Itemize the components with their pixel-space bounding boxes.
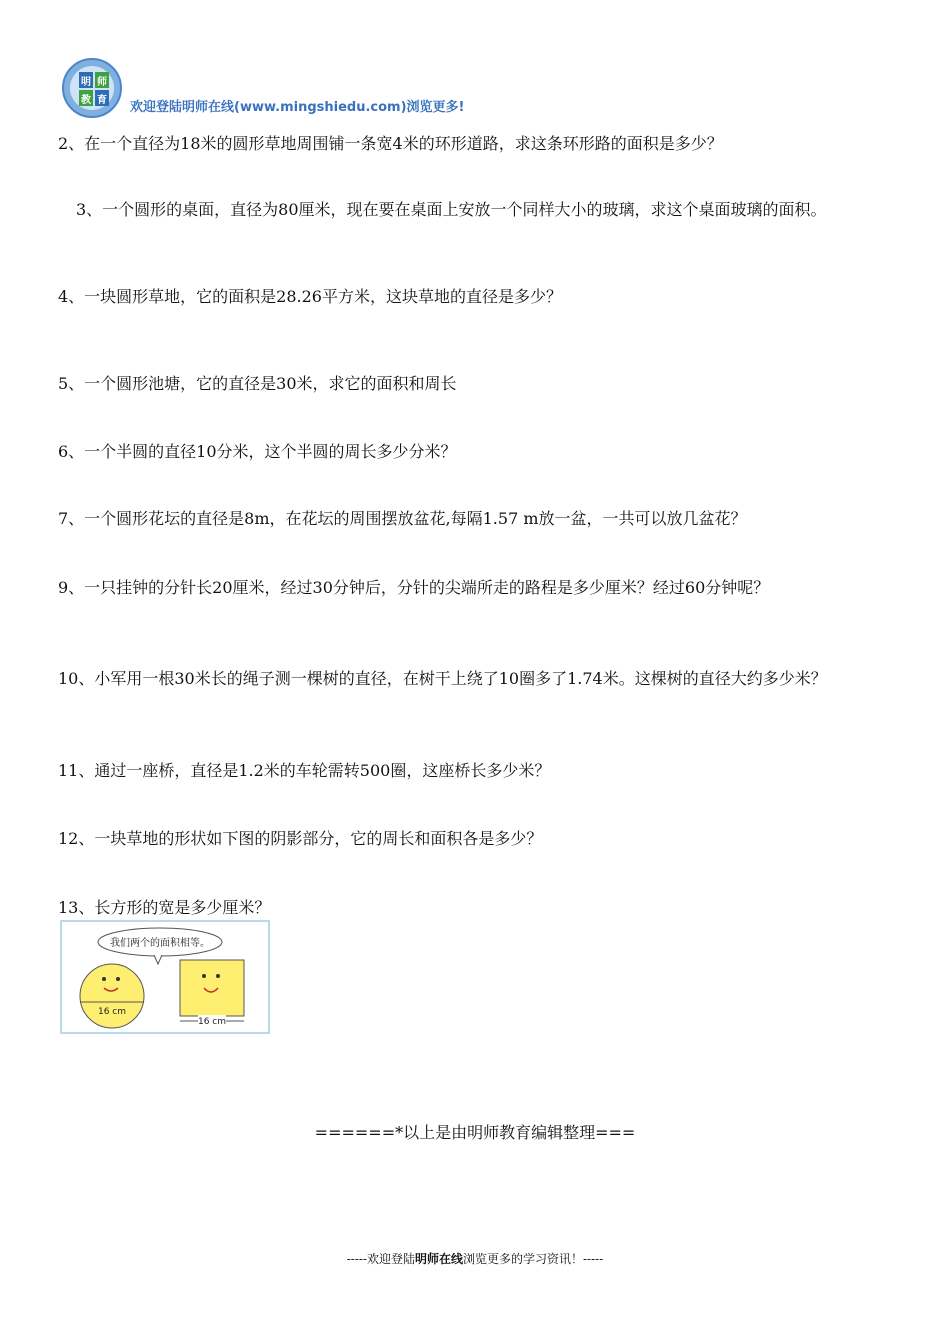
- speech-text: 我们两个的面积相等。: [110, 938, 210, 949]
- logo-char: 明: [79, 72, 93, 88]
- footer-suffix: 浏览更多的学习资讯！-----: [463, 1252, 604, 1266]
- square-eye-left: [202, 974, 206, 978]
- circle-diameter-label: 16 cm: [97, 1007, 127, 1017]
- question-6: 6、一个半圆的直径10分米，这个半圆的周长多少分米？: [58, 442, 457, 461]
- header-banner-text: 欢迎登陆明师在线(www.mingshiedu.com)浏览更多!: [130, 100, 465, 115]
- speech-bubble-tail: [154, 955, 162, 964]
- question-9: 9、一只挂钟的分针长20厘米，经过30分钟后，分针的尖端所走的路程是多少厘米？经过60分钟呢？: [58, 578, 770, 597]
- page-footer: [0, 1250, 950, 1267]
- square-eye-right: [216, 974, 220, 978]
- circle-eye-left: [102, 977, 106, 981]
- question-5: 5、一个圆形池塘，它的直径是30米，求它的面积和周长: [58, 374, 457, 393]
- question-12: 12、一块草地的形状如下图的阴影部分，它的周长和面积各是多少？: [58, 829, 543, 848]
- circle-shape: [80, 964, 144, 1028]
- circle-square-figure: [60, 920, 270, 1034]
- square-width-label: 16 cm: [197, 1017, 227, 1027]
- question-7: 7、一个圆形花坛的直径是8m，在花坛的周围摆放盆花,每隔1.57 m放一盆，一共可以放几盆花？: [58, 509, 747, 528]
- circle-eye-right: [116, 977, 120, 981]
- footer-brand: 明师在线: [414, 1252, 463, 1266]
- logo-grid: [79, 72, 109, 106]
- logo-char: 教: [79, 90, 93, 106]
- question-2: 2、在一个直径为18米的圆形草地周围铺一条宽4米的环形道路，求这条环形路的面积是多少？: [58, 134, 723, 153]
- school-logo: [62, 58, 122, 118]
- logo-char: 育: [95, 90, 109, 106]
- header-banner: [58, 58, 488, 122]
- end-line: ======*以上是由明师教育编辑整理===: [314, 1123, 636, 1142]
- question-4: 4、一块圆形草地，它的面积是28.26平方米，这块草地的直径是多少？: [58, 287, 562, 306]
- footer-prefix: -----欢迎登陆: [346, 1252, 415, 1266]
- question-11: 11、通过一座桥，直径是1.2米的车轮需转500圈，这座桥长多少米？: [58, 761, 551, 780]
- question-10: 10、小军用一根30米长的绳子测一棵树的直径，在树干上绕了10圈多了1.74米。这棵树的直径大约多少米？: [58, 669, 827, 688]
- question-3: 3、一个圆形的桌面，直径为80厘米，现在要在桌面上安放一个同样大小的玻璃，求这个桌面玻璃的面积。: [76, 200, 827, 219]
- logo-char: 师: [95, 72, 109, 88]
- square-shape: [180, 960, 244, 1016]
- figure-drawing: [62, 922, 268, 1032]
- question-13: 13、长方形的宽是多少厘米？: [58, 898, 271, 917]
